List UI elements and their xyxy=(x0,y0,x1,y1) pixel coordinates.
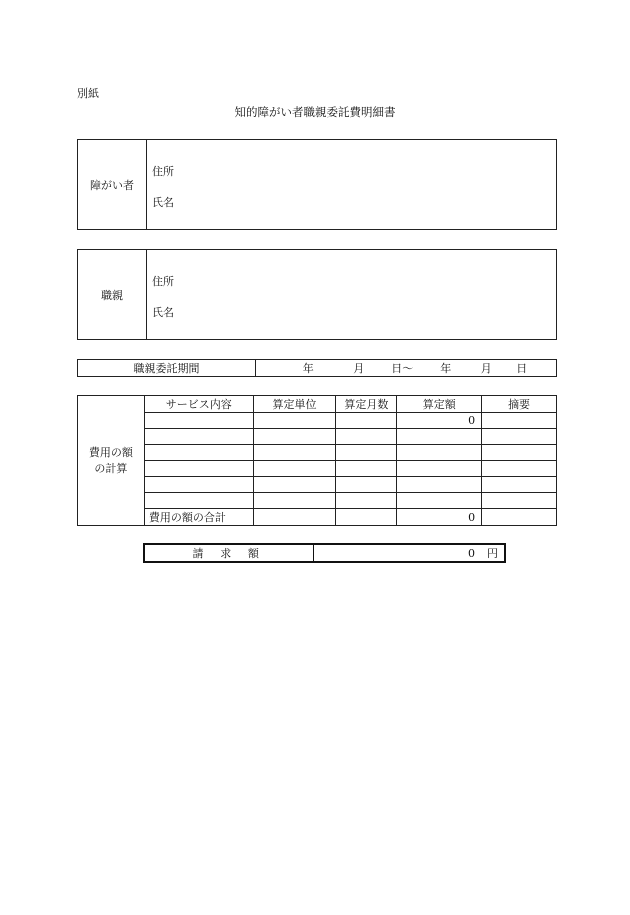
cost-calc-side-label: 費用の額 の計算 xyxy=(78,396,145,526)
header-service-content: サービス内容 xyxy=(144,396,253,413)
claim-amount: 0 xyxy=(468,546,475,560)
disabled-person-section xyxy=(77,139,557,230)
period-label: 職親委託期間 xyxy=(78,360,256,377)
period-month-end: 月 xyxy=(480,362,492,375)
period-day-start: 日〜 xyxy=(391,362,414,375)
header-remarks: 摘要 xyxy=(482,396,557,413)
header-calc-amount: 算定額 xyxy=(397,396,482,413)
period-year-start: 年 xyxy=(302,362,314,375)
foster-parent-name-label: 氏名 xyxy=(152,306,174,319)
cost-calculation-table xyxy=(77,395,557,526)
table-header-row xyxy=(78,396,557,413)
table-row xyxy=(78,445,557,461)
row-amount: 0 xyxy=(397,413,482,429)
foster-parent-label: 職親 xyxy=(78,250,147,339)
total-label: 費用の額の合計 xyxy=(144,509,253,526)
table-row xyxy=(78,413,557,429)
foster-parent-section xyxy=(77,249,557,340)
table-row xyxy=(78,429,557,445)
total-row xyxy=(78,509,557,526)
disabled-person-name-label: 氏名 xyxy=(152,196,174,209)
attachment-label: 別紙 xyxy=(77,87,99,100)
disabled-person-address-label: 住所 xyxy=(152,165,174,178)
claim-label: 請 求 額 xyxy=(145,545,314,561)
period-dates xyxy=(256,360,557,377)
total-amount: 0 xyxy=(397,509,482,526)
header-calc-unit: 算定単位 xyxy=(253,396,336,413)
table-row xyxy=(78,461,557,477)
period-day-end: 日 xyxy=(516,362,528,375)
table-row xyxy=(78,493,557,509)
header-calc-months: 算定月数 xyxy=(336,396,397,413)
claim-amount-box xyxy=(143,543,506,563)
period-year-end: 年 xyxy=(440,362,452,375)
period-table xyxy=(77,359,557,377)
claim-unit: 円 xyxy=(487,547,498,560)
period-month-start: 月 xyxy=(353,362,365,375)
table-row xyxy=(78,477,557,493)
claim-value xyxy=(314,545,504,561)
foster-parent-address-label: 住所 xyxy=(152,275,174,288)
document-title: 知的障がい者職親委託費明細書 xyxy=(234,105,396,119)
disabled-person-label: 障がい者 xyxy=(78,140,147,229)
